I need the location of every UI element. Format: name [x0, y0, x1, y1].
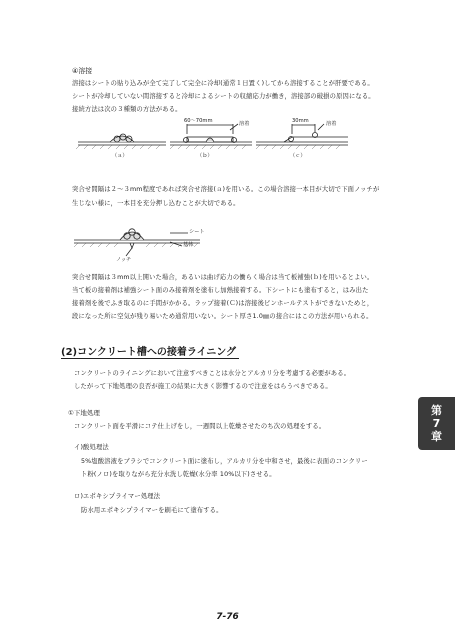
caption-b: （ｂ）	[197, 153, 213, 159]
concrete-line-2: したがって下地処理の良否が施工の結果に大きく影響するので注意をはらうべきである。	[74, 383, 332, 390]
chapter-tab-line-3: 章	[431, 430, 442, 443]
section-heading-concrete: (2)コンクリート槽への接着ライニング	[61, 347, 236, 358]
prep-line: コンクリート面を平滑にコテ仕上げをし，一週間以上乾燥させたのち次の処理をする。	[74, 423, 326, 430]
concrete-line-1: コンクリートのライニングにおいて注意すべきことは水分とアルカリ分を考慮する必要がある。	[74, 370, 351, 377]
chapter-tab	[418, 397, 455, 450]
label-notch: ノッチ	[116, 257, 132, 263]
weld-label-c: 溶着	[326, 121, 337, 127]
dim-label-b: 60～70mm	[184, 118, 213, 124]
item-epoxy-heading: ロ)エポキシプライマー処理法	[74, 493, 161, 500]
label-base: 基体	[183, 242, 194, 248]
para3-line-3: 接着剤を後でふき取るのに手間がかかる。ラップ接着(Ｃ)は溶接後ピンホールテストができないためと，	[72, 300, 374, 307]
chapter-tab-line-2: 7	[432, 417, 441, 430]
item-acid-heading: イ)酸処理法	[74, 444, 109, 451]
dim-label-c: 30mm	[292, 118, 309, 124]
chapter-tab-line-1: 第	[431, 404, 442, 417]
section-heading-weld: ④溶接	[72, 67, 93, 75]
label-sheet: シート	[189, 229, 205, 235]
para2-line-1: 突合せ間隔は２～３mm程度であれば突合せ溶接(ａ)を用いる。この場合溶接一本目が大切で下面ノッチが	[72, 186, 380, 193]
page-number: 7-76	[216, 612, 239, 622]
item-acid-line-1: 5%塩酸溶液をブラシでコンクリート面に塗布し，アルカリ分を中和させ，最後に表面のコンクリー	[81, 458, 368, 465]
weld-line-2: シートが冷却していない間溶接すると冷却によるシートの収縮応力が働き，溶接部の破損の原因になる。	[72, 93, 375, 100]
weld-line-3: 接続方法は次の３種類の方法がある。	[72, 106, 182, 113]
caption-a: （ａ）	[112, 153, 128, 159]
para3-line-4: 段になった所に空気が残り易いため通常用いない。シート厚さ1.0㎜の接合にはこの方法が用いられる。	[72, 313, 373, 320]
para3-line-1: 突合せ間隔は３mm以上開いた場合，あるいは曲げ応力の働らく場合は当て板補強(ｂ)を用いるとよい。	[72, 274, 374, 281]
caption-c: （ｃ）	[290, 153, 306, 159]
subsection-heading-prep: ①下地処理	[68, 409, 100, 417]
para2-line-2: 生じない様に，一本目を充分押し込むことが大切である。	[72, 200, 240, 207]
notch-figure	[70, 218, 220, 264]
section-heading-underline	[61, 358, 239, 359]
weld-line-1: 溶接はシートの貼り込みが全て完了して完全に冷却(通常１日置く)してから溶接することが肝要である。	[72, 80, 374, 87]
item-acid-line-2: ト粉(ノロ)を取りながら充分水洗し乾燥(水分率 10%以下)させる。	[81, 471, 276, 478]
para3-line-2: 当て板の接着剤は補強シート面のみ接着剤を塗布し加熱接着する。下シートにも塗布すると，はみ出た	[72, 287, 369, 294]
item-epoxy-line: 防水用エポキシプライマーを刷毛にて塗布する。	[81, 507, 223, 514]
weld-label-b: 溶着	[239, 121, 250, 127]
